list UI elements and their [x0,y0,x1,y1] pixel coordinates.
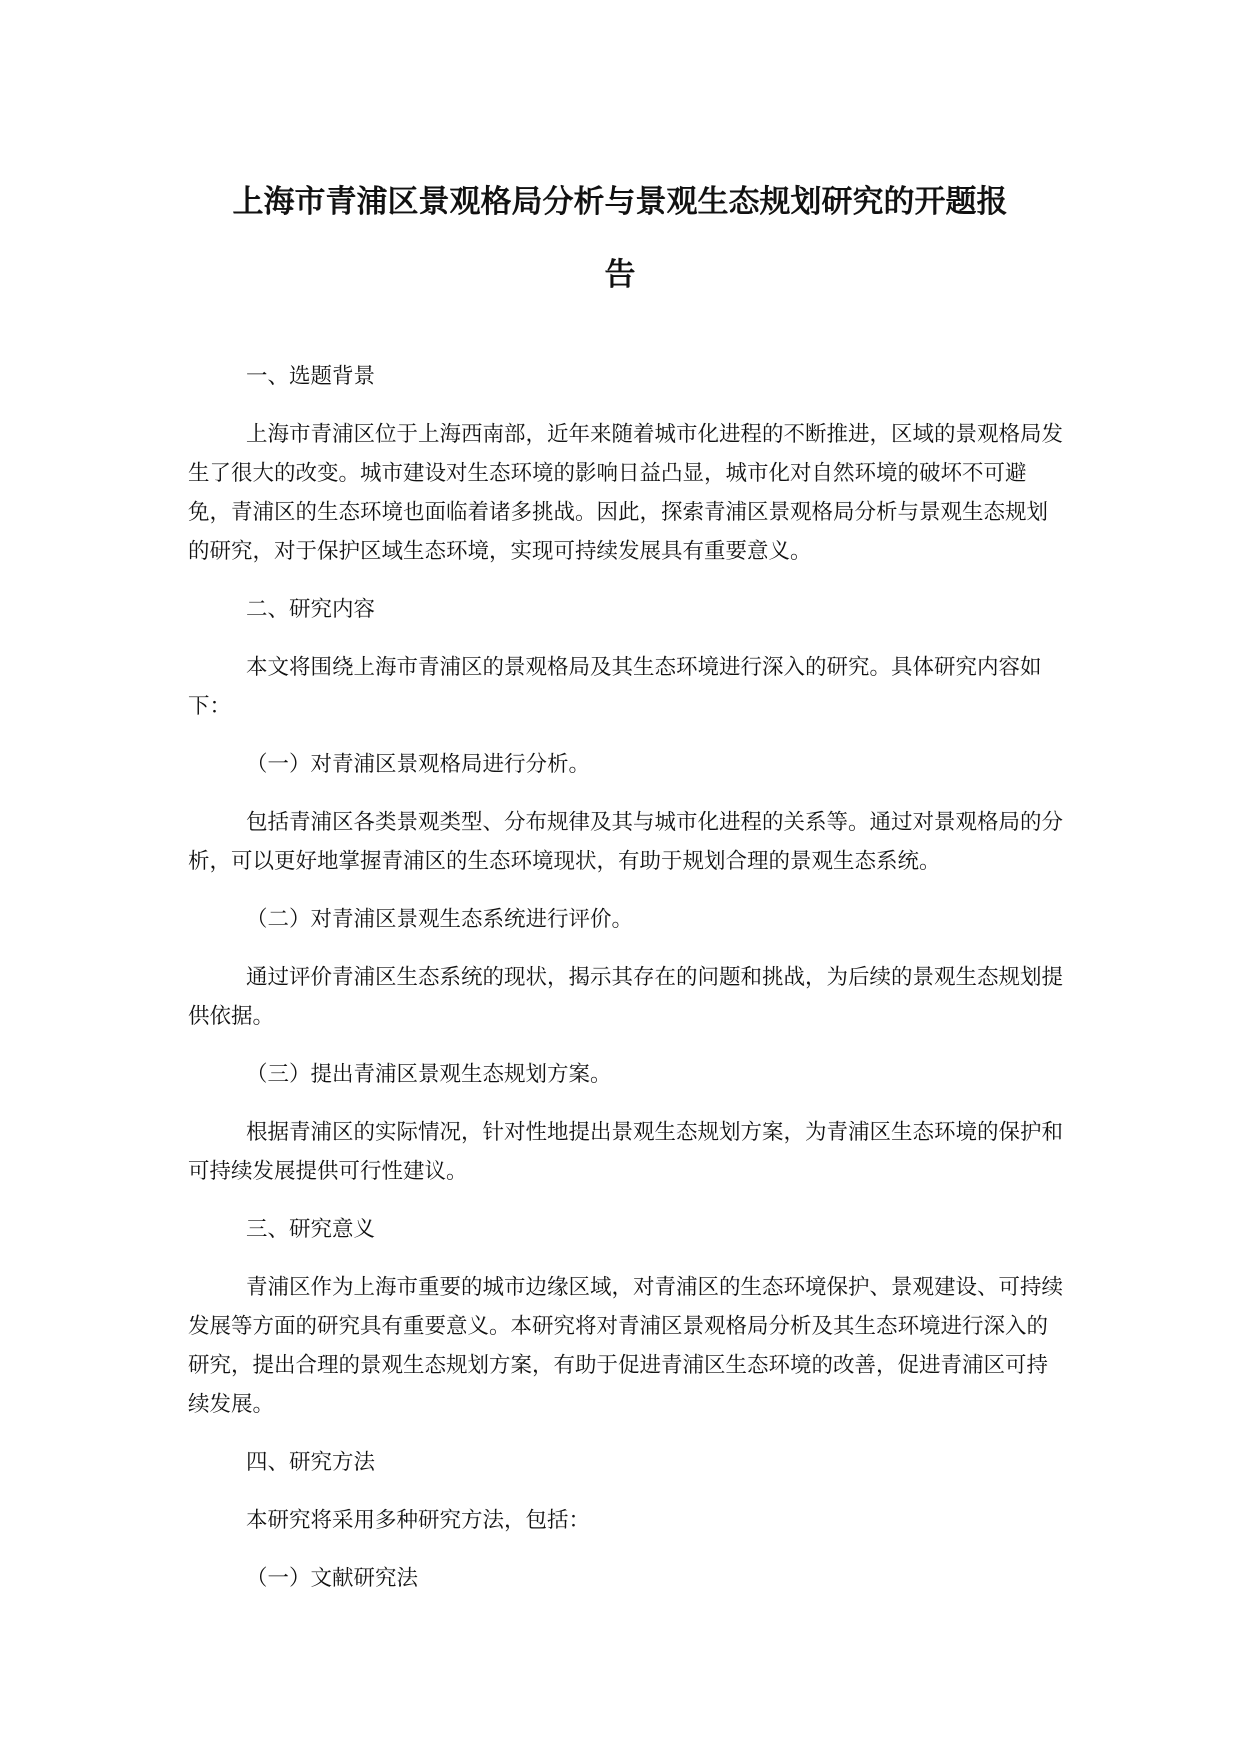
paragraph-background: 上海市青浦区位于上海西南部，近年来随着城市化进程的不断推进，区域的景观格局发生了很大的改变。城市建设对生态环境的影响日益凸显，城市化对自然环境的破坏不可避免，青浦区的生态环境也面临着诸多挑战。因此，探索青浦区景观格局分析与景观生态规划的研究，对于保护区域生态环境，实现可持续发展具有重要意义。 [188,422,1064,564]
section-heading-background: 一、选题背景 [246,364,376,389]
document-body [188,357,1063,1617]
paragraph-methods-intro: 本研究将采用多种研究方法，包括： [246,1508,591,1533]
subheading-ecosystem-evaluation: （二）对青浦区景观生态系统进行评价。 [246,907,634,932]
paragraph-content-intro: 本文将围绕上海市青浦区的景观格局及其生态环境进行深入的研究。具体研究内容如下： [188,655,1042,719]
subheading-planning-scheme: （三）提出青浦区景观生态规划方案。 [246,1062,612,1087]
document-title-line-2: 告 [604,257,636,293]
subheading-pattern-analysis: （一）对青浦区景观格局进行分析。 [246,752,591,777]
paragraph-planning-scheme: 根据青浦区的实际情况，针对性地提出景观生态规划方案，为青浦区生态环境的保护和可持续发展提供可行性建议。 [188,1120,1064,1184]
subheading-literature-method: （一）文献研究法 [246,1566,419,1591]
document-title-line-1: 上海市青浦区景观格局分析与景观生态规划研究的开题报 [232,184,1008,220]
section-heading-methods: 四、研究方法 [246,1450,376,1475]
section-heading-significance: 三、研究意义 [246,1217,376,1242]
paragraph-significance: 青浦区作为上海市重要的城市边缘区域，对青浦区的生态环境保护、景观建设、可持续发展等方面的研究具有重要意义。本研究将对青浦区景观格局分析及其生态环境进行深入的研究，提出合理的景观生态规划方案，有助于促进青浦区生态环境的改善，促进青浦区可持续发展。 [188,1275,1064,1417]
paragraph-pattern-analysis: 包括青浦区各类景观类型、分布规律及其与城市化进程的关系等。通过对景观格局的分析，可以更好地掌握青浦区的生态环境现状，有助于规划合理的景观生态系统。 [188,810,1064,874]
section-heading-content: 二、研究内容 [246,597,376,622]
paragraph-ecosystem-evaluation: 通过评价青浦区生态系统的现状，揭示其存在的问题和挑战，为后续的景观生态规划提供依据。 [188,965,1064,1029]
